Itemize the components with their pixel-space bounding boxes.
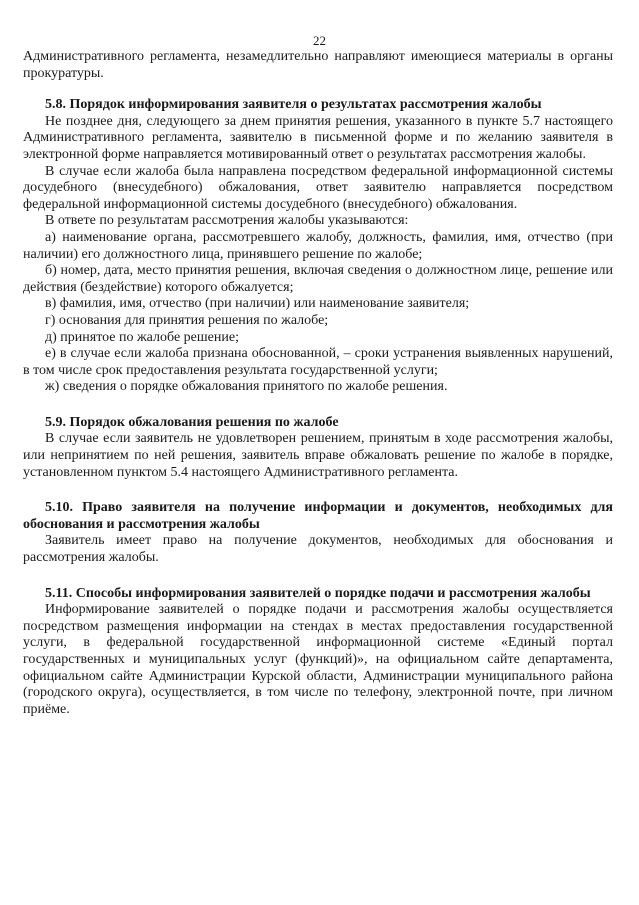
section-5-11-paragraph: Информирование заявителей о порядке подачи и рассмотрения жалобы осуществляется посредством размещения информации на стендах в местах предоставления государственной услуги, в федеральной государственной информационной системе «Единый портал государственных и муниципальных услуг (функций)», на официальном сайте департамента, официальном сайте Администрации Курской области, Администрации муниципального района (городского округа), осуществляется, в том числе по телефону, электронной почте, при личном приёме. [23,602,613,717]
page-number: 22 [313,33,326,48]
section-5-9-heading: 5.9. Порядок обжалования решения по жалобе [45,414,339,430]
section-5-10-paragraph: Заявитель имеет право на получение документов, необходимых для обоснования и рассмотрения жалобы. [23,533,613,566]
list-item: ж) сведения о порядке обжалования принятого по жалобе решения. [45,379,448,395]
list-item: а) наименование органа, рассмотревшего жалобу, должность, фамилия, имя, отчество (при наличии) его должностного лица, принявшего решение по жалобе; [23,229,613,262]
document-body [23,49,613,718]
section-5-8-heading: 5.8. Порядок информирования заявителя о результатах рассмотрения жалобы [45,97,542,113]
section-5-8-paragraph-3: В ответе по результатам рассмотрения жалобы указываются: [45,213,409,229]
section-5-9-paragraph: В случае если заявитель не удовлетворен решением, принятым в ходе рассмотрения жалобы, или непринятием по ней решения, заявитель вправе обжаловать решение по жалобе в порядке, установленном пунктом 5.4 настоящего Административного регламента. [23,431,613,480]
section-5-8-paragraph-1: Не позднее дня, следующего за днем принятия решения, указанного в пункте 5.7 настоящего Административного регламента, заявителю в письменной форме и по желанию заявителя в электронной форме направляется мотивированный ответ о результатах рассмотрения жалобы. [23,113,613,162]
section-5-11-heading: 5.11. Способы информирования заявителей о порядке подачи и рассмотрения жалобы [45,585,591,601]
section-5-8-paragraph-2: В случае если жалоба была направлена посредством федеральной информационной системы досудебного (внесудебного) обжалования, ответ заявителю направляется посредством федеральной информационной системы досудебного (внесудебного) обжалования. [23,163,613,212]
list-item: в) фамилия, имя, отчество (при наличии) или наименование заявителя; [45,296,470,312]
list-item: д) принятое по жалобе решение; [45,329,239,345]
list-item: б) номер, дата, место принятия решения, включая сведения о должностном лице, решение или действия (бездействие) которого обжалуется; [23,263,613,295]
list-item: г) основания для принятия решения по жалобе; [45,312,329,328]
list-item: е) в случае если жалоба признана обоснованной, – сроки устранения выявленных нарушений, в том числе срок предоставления результата государственной услуги; [23,346,613,378]
section-5-10-heading: 5.10. Право заявителя на получение информации и документов, необходимых для обоснования и рассмотрения жалобы [23,500,613,532]
intro-paragraph: Административного регламента, незамедлительно направляют имеющиеся материалы в органы прокуратуры. [23,49,613,81]
